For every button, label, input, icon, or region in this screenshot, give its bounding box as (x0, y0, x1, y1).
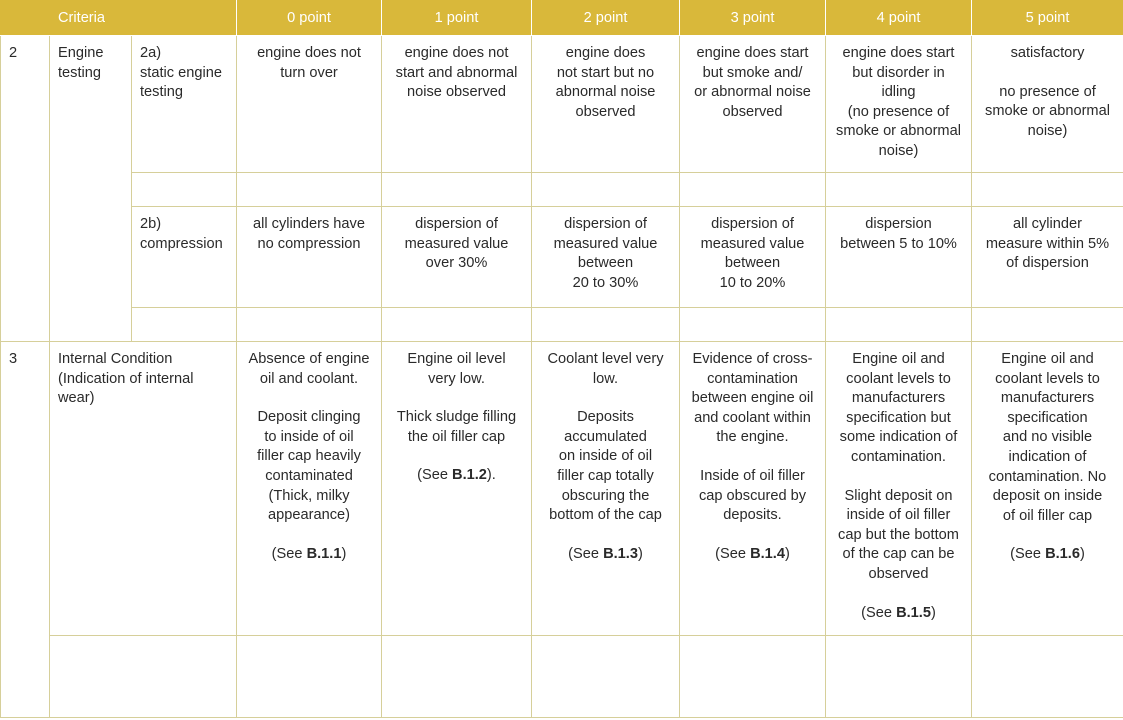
text-line: no presence of (999, 83, 1096, 100)
blank-cell (382, 173, 532, 207)
text-line: noise observed (407, 84, 506, 101)
blank-cell (826, 636, 972, 718)
blank-cell (237, 173, 382, 207)
cell-2b-3-point (680, 207, 826, 308)
blank-cell (237, 636, 382, 718)
text-line: Absence of engine (248, 351, 370, 367)
text-line: engine does start (842, 45, 955, 61)
text-line: contamination (707, 370, 798, 387)
text-line: not start but no (556, 64, 655, 81)
text-line: the engine. (716, 429, 789, 446)
blank-cell (237, 308, 382, 342)
blank-cell (532, 636, 680, 718)
header-4-point: 4 point (826, 0, 972, 36)
text-line: cap but the bottom (838, 526, 959, 543)
text-line: contaminated (265, 467, 353, 484)
text-line: noise) (878, 142, 919, 159)
text-line: low. (592, 370, 619, 387)
cell-3-0-point (237, 342, 382, 636)
text-line: manufacturers (1000, 390, 1095, 407)
text-line: specification but (846, 409, 951, 426)
text-line: very low. (428, 370, 485, 387)
cell-2b-5-point (972, 207, 1123, 308)
blank-cell (826, 308, 972, 342)
text-line: Thick sludge filling (396, 409, 517, 426)
text-line: inside of oil filler (846, 507, 951, 524)
header-3-point: 3 point (680, 0, 826, 36)
text-line: dispersion of (415, 216, 498, 232)
text-line: 20 to 30% (572, 274, 639, 291)
text-line: coolant levels to (995, 370, 1100, 387)
blank-cell (972, 173, 1123, 207)
header-1-point: 1 point (382, 0, 532, 36)
text-line: satisfactory (1010, 45, 1085, 61)
text-line: over 30% (425, 255, 488, 272)
text-line: smoke or abnormal (985, 103, 1110, 120)
text-line: deposits. (723, 507, 782, 524)
text-line: accumulated (564, 428, 647, 445)
text-line: measured value (700, 235, 805, 252)
text-line: all cylinder (1013, 216, 1082, 232)
criteria-line: wear) (58, 390, 95, 407)
blank-cell (132, 308, 237, 342)
text-line: between 5 to 10% (840, 235, 957, 252)
text-line: abnormal noise (555, 84, 656, 101)
text-line: oil and coolant. (259, 370, 359, 387)
text-line: between engine oil (691, 390, 814, 407)
text-line: filler cap heavily (257, 448, 361, 465)
cell-2b-1-point (382, 207, 532, 308)
text-line: noise) (1027, 122, 1068, 139)
criteria-line: Engine (58, 45, 104, 61)
cell-2b-2-point (532, 207, 680, 308)
blank-cell (972, 636, 1123, 718)
criteria-line: (Indication of internal (58, 370, 194, 387)
reference-see-b13: (See B.1.3) (568, 545, 643, 562)
text-line: and no visible (1002, 429, 1093, 446)
text-line: measured value (404, 235, 509, 252)
text-line: some indication of (839, 429, 958, 446)
text-line: measured value (553, 235, 658, 252)
text-line: contamination. No (988, 468, 1107, 485)
reference-see-b14: (See B.1.4) (715, 545, 790, 562)
reference-see-b15: (See B.1.5) (861, 604, 936, 621)
reference-see-b16: (See B.1.6) (1010, 546, 1085, 563)
blank-cell (680, 173, 826, 207)
cell-2a-2-point (532, 36, 680, 173)
text-line: observed (722, 103, 783, 120)
cell-2a-1-point (382, 36, 532, 173)
text-line: indication of (1008, 448, 1087, 465)
text-line: engine does (565, 45, 646, 61)
text-line: Engine oil and (852, 351, 945, 367)
text-line: of oil filler cap (1002, 507, 1093, 524)
text-line: the oil filler cap (407, 428, 506, 445)
text-line: Inside of oil filler (700, 467, 805, 484)
text-line: to inside of oil (264, 428, 354, 445)
cell-2b-0-point (237, 207, 382, 308)
text-line: dispersion of (711, 216, 794, 232)
text-line: or abnormal noise (694, 84, 811, 101)
cell-2a-3-point (680, 36, 826, 173)
blank-cell (132, 173, 237, 207)
text-line: Engine oil level (407, 351, 506, 367)
blank-cell (826, 173, 972, 207)
header-criteria: Criteria (0, 0, 237, 36)
text-line: observed (868, 565, 929, 582)
text-line: (no presence of (847, 103, 950, 120)
text-line: (Thick, milky (268, 487, 350, 504)
cell-2b-4-point (826, 207, 972, 308)
text-line: Deposits (577, 409, 634, 426)
sub-criteria-line: static engine (140, 64, 222, 81)
blank-cell (382, 308, 532, 342)
text-line: bottom of the cap (549, 507, 662, 524)
sub-criteria-2b (132, 207, 237, 308)
sub-criteria-code: 2b) (140, 216, 162, 232)
criteria-engine-testing (50, 36, 132, 342)
text-line: dispersion (865, 216, 932, 232)
header-2-point: 2 point (532, 0, 680, 36)
text-line: 10 to 20% (719, 274, 786, 291)
text-line: turn over (280, 64, 338, 81)
text-line: Evidence of cross- (692, 351, 813, 367)
blank-cell (680, 636, 826, 718)
text-line: Slight deposit on (844, 487, 953, 504)
text-line: coolant levels to (846, 370, 951, 387)
criteria-internal-condition (50, 342, 237, 636)
blank-cell (532, 308, 680, 342)
text-line: filler cap totally (557, 467, 654, 484)
text-line: all cylinders have (253, 216, 365, 232)
row-number-2: 2 (0, 36, 50, 342)
text-line: smoke or abnormal (836, 123, 961, 140)
text-line: engine does start (696, 45, 809, 61)
text-line: cap obscured by (698, 487, 807, 504)
cell-3-5-point (972, 342, 1123, 636)
cell-2a-4-point (826, 36, 972, 173)
text-line: between (724, 255, 781, 272)
cell-3-3-point (680, 342, 826, 636)
text-line: engine does not (257, 45, 361, 61)
text-line: Deposit clinging (257, 409, 361, 426)
text-line: on inside of oil (558, 448, 653, 465)
reference-see-b11: (See B.1.1) (271, 545, 347, 562)
blank-cell (680, 308, 826, 342)
text-line: idling (881, 84, 916, 101)
text-line: of dispersion (1006, 255, 1089, 272)
header-0-point: 0 point (237, 0, 382, 36)
sub-criteria-2a (132, 36, 237, 173)
text-line: observed (575, 103, 636, 120)
text-line: between (577, 255, 634, 272)
cell-2a-0-point (237, 36, 382, 173)
cell-3-1-point (382, 342, 532, 636)
text-line: contamination. (851, 448, 946, 465)
text-line: measure within 5% (985, 235, 1110, 252)
cell-3-4-point (826, 342, 972, 636)
blank-cell (382, 636, 532, 718)
sub-criteria-line: compression (140, 235, 223, 252)
text-line: no compression (257, 235, 361, 252)
cell-2a-5-point (972, 36, 1123, 173)
row-number-3: 3 (0, 342, 50, 718)
blank-cell (50, 636, 237, 718)
text-line: dispersion of (564, 216, 647, 232)
sub-criteria-line: testing (140, 84, 183, 101)
text-line: start and abnormal (395, 64, 518, 81)
text-line: engine does not (404, 45, 509, 61)
reference-see-b12: (See B.1.2). (417, 467, 496, 484)
text-line: specification (1007, 409, 1088, 426)
text-line: and coolant within (694, 409, 811, 426)
text-line: but smoke and/ (702, 64, 803, 81)
criteria-line: testing (58, 64, 101, 81)
text-line: deposit on inside (992, 488, 1103, 505)
sub-criteria-code: 2a) (140, 45, 162, 61)
text-line: obscuring the (561, 487, 650, 504)
text-line: but disorder in (852, 64, 945, 81)
cell-3-2-point (532, 342, 680, 636)
blank-cell (972, 308, 1123, 342)
text-line: of the cap can be (842, 546, 955, 563)
text-line: Engine oil and (1001, 351, 1094, 367)
text-line: appearance) (268, 507, 350, 524)
criteria-line: Internal Condition (58, 351, 173, 367)
blank-cell (532, 173, 680, 207)
text-line: Coolant level very (547, 351, 664, 367)
text-line: manufacturers (851, 390, 946, 407)
header-5-point: 5 point (972, 0, 1123, 36)
